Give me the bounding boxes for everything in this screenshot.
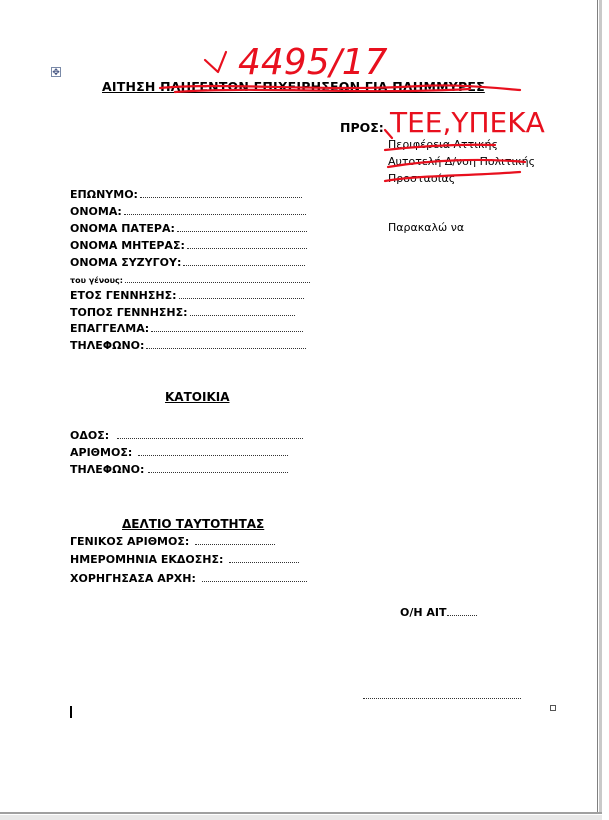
field-dotted-line (202, 573, 307, 582)
field-name[interactable] (70, 205, 306, 218)
field-street[interactable] (70, 429, 303, 442)
address-tick (385, 130, 392, 138)
field-label: ΤΗΛΕΦΩΝΟ: (70, 339, 145, 352)
window-frame-bottom-shadow (0, 815, 602, 820)
field-dotted-line (146, 340, 306, 349)
field-dotted-line (177, 223, 307, 232)
field-birth-year[interactable] (70, 289, 304, 302)
field-id-number[interactable] (70, 535, 275, 548)
field-label: ΗΜΕΡΟΜΗΝΙΑ ΕΚΔΟΣΗΣ: (70, 553, 224, 566)
residence-section-title: ΚΑΤΟΙΚΙΑ (165, 390, 230, 404)
field-dotted-line (195, 536, 275, 545)
document-title: ΑΙΤΗΣΗ ΠΛΗΓΕΝΤΩΝ ΕΠΙΧΕΙΡΗΣΕΩΝ ΓΙΑ ΠΛΗΜΜΥΡΕΣ (102, 79, 485, 94)
field-birth-place[interactable] (70, 306, 295, 319)
field-dotted-line (117, 430, 303, 439)
field-issuing-authority[interactable] (70, 572, 307, 585)
field-street-number[interactable] (70, 446, 288, 459)
field-issue-date[interactable] (70, 553, 299, 566)
field-dotted-line (125, 274, 310, 283)
field-surname[interactable] (70, 188, 302, 201)
table-resize-handle-icon[interactable] (550, 705, 556, 711)
window-frame-right (597, 0, 598, 812)
text-cursor (70, 706, 72, 718)
field-label: ΧΟΡΗΓΗΣΑΣΑ ΑΡΧΗ: (70, 572, 196, 585)
field-residence-phone[interactable] (70, 463, 288, 476)
field-label: ΟΝΟΜΑ ΣΥΖΥΓΟΥ: (70, 256, 182, 269)
handwritten-recipient: ΤΕΕ,ΥΠΕΚΑ (390, 106, 545, 139)
table-move-handle-icon[interactable]: ✥ (52, 68, 60, 78)
applicant-label-text: Ο/Η ΑΙΤ (400, 606, 447, 619)
field-label: ΤΟΠΟΣ ΓΕΝΝΗΣΗΣ: (70, 306, 188, 319)
field-dotted-line (229, 554, 299, 563)
field-dotted-line (138, 447, 288, 456)
field-father-name[interactable] (70, 222, 307, 235)
handwritten-number: 4495/17 (238, 42, 388, 83)
to-label: ΠΡΟΣ: (340, 120, 384, 135)
address-line-2: Αυτοτελή Δ/νση Πολιτικής (388, 155, 536, 168)
field-dotted-line (183, 257, 305, 266)
applicant-signature-label (400, 606, 477, 619)
field-label: ΟΝΟΜΑ ΠΑΤΕΡΑ: (70, 222, 175, 235)
field-label: ΟΝΟΜΑ ΜΗΤΕΡΑΣ: (70, 239, 185, 252)
field-phone[interactable] (70, 339, 306, 352)
field-dotted-line (148, 464, 288, 473)
field-maiden-name[interactable] (70, 274, 310, 285)
field-label: ΕΤΟΣ ΓΕΝΝΗΣΗΣ: (70, 289, 177, 302)
field-dotted-line (190, 307, 295, 316)
window-frame-right-shadow (599, 0, 602, 812)
handwritten-check-mark (205, 52, 226, 72)
window-frame-bottom (0, 812, 602, 814)
field-label: του γένους: (70, 276, 123, 285)
field-label: ΕΠΑΓΓΕΛΜΑ: (70, 322, 150, 335)
field-dotted-line (140, 189, 302, 198)
field-dotted-line (179, 290, 304, 299)
signature-line[interactable] (363, 698, 521, 699)
id-section-title: ΔΕΛΤΙΟ ΤΑΥΤΟΤΗΤΑΣ (122, 517, 265, 531)
address-line-3: Προστασίας (388, 172, 456, 185)
field-label: ΕΠΩΝΥΜΟ: (70, 188, 138, 201)
address-line-1: Περιφέρεια Αττικής (388, 138, 498, 151)
request-text: Παρακαλώ να (388, 221, 465, 234)
field-mother-name[interactable] (70, 239, 307, 252)
field-dotted-line (151, 323, 303, 332)
field-label: ΓΕΝΙΚΟΣ ΑΡΙΘΜΟΣ: (70, 535, 190, 548)
field-spouse-name[interactable] (70, 256, 305, 269)
field-dotted-line (124, 206, 306, 215)
field-profession[interactable] (70, 322, 303, 335)
field-label: ΑΡΙΘΜΟΣ: (70, 446, 133, 459)
field-dotted-line (447, 607, 477, 616)
field-dotted-line (187, 240, 307, 249)
field-label: ΟΝΟΜΑ: (70, 205, 122, 218)
field-label: ΤΗΛΕΦΩΝΟ: (70, 463, 145, 476)
field-label: ΟΔΟΣ: (70, 429, 110, 442)
